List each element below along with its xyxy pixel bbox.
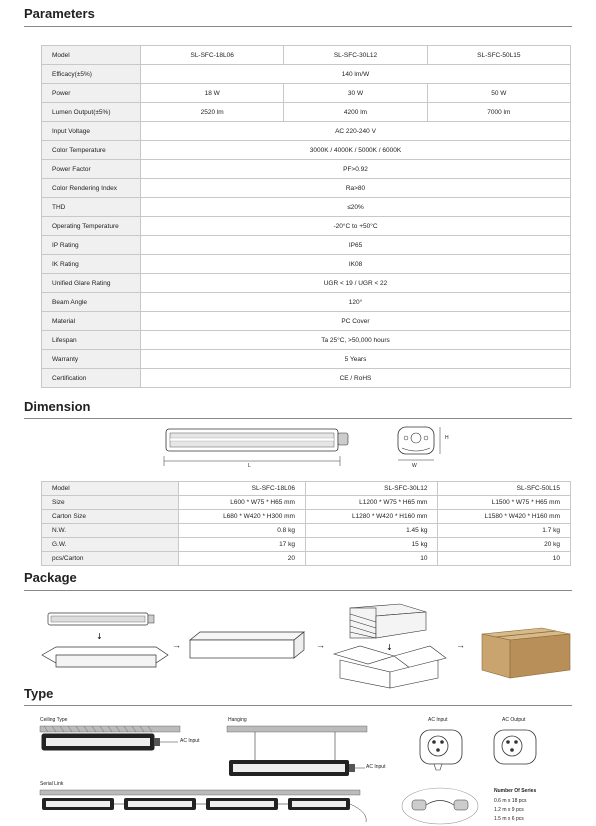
row-label: G.W. bbox=[42, 538, 179, 552]
row-label: Warranty bbox=[42, 350, 141, 369]
row-label: IP Rating bbox=[42, 236, 141, 255]
column-header: SL-SFC-50L15 bbox=[438, 482, 571, 496]
row-label: Lumen Output(±5%) bbox=[42, 103, 141, 122]
row-label: Model bbox=[42, 46, 141, 65]
table-cell: PF>0.92 bbox=[141, 160, 571, 179]
serial-connector-detail bbox=[400, 786, 480, 826]
table-cell: L1280 * W420 * H160 mm bbox=[305, 510, 438, 524]
row-label: Size bbox=[42, 496, 179, 510]
table-cell: 4200 lm bbox=[284, 103, 427, 122]
table-row bbox=[42, 217, 571, 236]
table-cell: 10 bbox=[438, 552, 571, 566]
row-label: Carton Size bbox=[42, 510, 179, 524]
table-cell: L1580 * W420 * H160 mm bbox=[438, 510, 571, 524]
row-label: Input Voltage bbox=[42, 122, 141, 141]
row-label: Certification bbox=[42, 369, 141, 388]
luminaire-end-drawing bbox=[392, 424, 452, 474]
row-label: Efficacy(±5%) bbox=[42, 65, 141, 84]
table-row bbox=[42, 350, 571, 369]
table-cell: IK08 bbox=[141, 255, 571, 274]
table-cell: -20°C to +50°C bbox=[141, 217, 571, 236]
table-cell: 3000K / 4000K / 5000K / 6000K bbox=[141, 141, 571, 160]
table-row bbox=[42, 198, 571, 217]
table-cell: AC 220-240 V bbox=[141, 122, 571, 141]
dimension-title: Dimension bbox=[24, 399, 91, 414]
table-cell: 140 lm/W bbox=[141, 65, 571, 84]
row-label: Unified Glare Rating bbox=[42, 274, 141, 293]
arrow-icon: → bbox=[316, 640, 325, 650]
row-label: Color Temperature bbox=[42, 141, 141, 160]
series-line: 0.6 m x 18 pcs bbox=[494, 798, 527, 804]
divider bbox=[24, 26, 572, 27]
table-row bbox=[42, 331, 571, 350]
parameters-title: Parameters bbox=[24, 6, 95, 21]
length-label: L bbox=[248, 463, 251, 469]
package-step-sealed-box bbox=[480, 620, 572, 680]
row-label: Power bbox=[42, 84, 141, 103]
hanging-mount-illustration bbox=[225, 724, 375, 784]
column-header: SL-SFC-30L12 bbox=[305, 482, 438, 496]
table-cell: L680 * W420 * H300 mm bbox=[179, 510, 306, 524]
table-row bbox=[42, 65, 571, 84]
luminaire-side-drawing bbox=[160, 424, 360, 474]
row-label: IK Rating bbox=[42, 255, 141, 274]
ac-input-connector-label: AC Input bbox=[428, 717, 448, 723]
table-cell: PC Cover bbox=[141, 312, 571, 331]
package-step-box bbox=[186, 628, 306, 668]
hanging-label: Hanging bbox=[228, 717, 247, 723]
table-cell: UGR < 19 / UGR < 22 bbox=[141, 274, 571, 293]
svg-text:↓: ↓ bbox=[386, 643, 393, 652]
row-label: Operating Temperature bbox=[42, 217, 141, 236]
column-header: SL-SFC-18L06 bbox=[141, 46, 284, 65]
series-line: 1.5 m x 6 pcs bbox=[494, 816, 524, 822]
serial-link-illustration bbox=[38, 788, 368, 824]
ac-input-connector-icon bbox=[418, 726, 464, 772]
series-title: Number Of Series bbox=[494, 788, 537, 794]
table-cell: 15 kg bbox=[305, 538, 438, 552]
column-header: SL-SFC-30L12 bbox=[284, 46, 427, 65]
table-cell: 50 W bbox=[427, 84, 570, 103]
row-label: Model bbox=[42, 482, 179, 496]
table-cell: 7000 lm bbox=[427, 103, 570, 122]
table-cell: 0.8 kg bbox=[179, 524, 306, 538]
series-line: 1.2 m x 9 pcs bbox=[494, 807, 524, 813]
table-cell: 30 W bbox=[284, 84, 427, 103]
table-cell: 1.45 kg bbox=[305, 524, 438, 538]
row-label: Beam Angle bbox=[42, 293, 141, 312]
table-row bbox=[42, 122, 571, 141]
table-cell: L1200 * W75 * H65 mm bbox=[305, 496, 438, 510]
table-row bbox=[42, 141, 571, 160]
column-header: SL-SFC-18L06 bbox=[179, 482, 306, 496]
row-label: pcs/Carton bbox=[42, 552, 179, 566]
column-header: SL-SFC-50L15 bbox=[427, 46, 570, 65]
table-row bbox=[42, 160, 571, 179]
row-label: Color Rendering Index bbox=[42, 179, 141, 198]
table-row bbox=[42, 552, 571, 566]
table-row bbox=[42, 524, 571, 538]
serial-link-label: Serial Link bbox=[40, 781, 64, 787]
table-row bbox=[42, 369, 571, 388]
svg-text:↓: ↓ bbox=[96, 632, 103, 641]
arrow-icon: → bbox=[456, 640, 465, 650]
arrow-icon: → bbox=[172, 640, 181, 650]
table-row bbox=[42, 510, 571, 524]
row-label: Power Factor bbox=[42, 160, 141, 179]
row-label: Material bbox=[42, 312, 141, 331]
table-row bbox=[42, 274, 571, 293]
table-row bbox=[42, 46, 571, 65]
package-step-carton bbox=[330, 600, 450, 690]
table-cell: 5 Years bbox=[141, 350, 571, 369]
table-cell: 20 kg bbox=[438, 538, 571, 552]
dimension-table bbox=[41, 481, 571, 566]
table-cell: L600 * W75 * H65 mm bbox=[179, 496, 306, 510]
ac-output-connector-label: AC Output bbox=[502, 717, 526, 723]
row-label: THD bbox=[42, 198, 141, 217]
table-row bbox=[42, 103, 571, 122]
row-label: N.W. bbox=[42, 524, 179, 538]
table-row bbox=[42, 84, 571, 103]
ac-input-label: AC Input bbox=[180, 738, 200, 744]
table-row bbox=[42, 255, 571, 274]
table-cell: 17 kg bbox=[179, 538, 306, 552]
table-row bbox=[42, 312, 571, 331]
package-step-luminaire bbox=[38, 605, 178, 685]
table-row bbox=[42, 496, 571, 510]
table-cell: 1.7 kg bbox=[438, 524, 571, 538]
divider bbox=[24, 418, 572, 419]
table-row bbox=[42, 236, 571, 255]
table-cell: 2520 lm bbox=[141, 103, 284, 122]
ceiling-mount-illustration bbox=[38, 724, 188, 760]
table-cell: 120° bbox=[141, 293, 571, 312]
divider bbox=[24, 590, 572, 591]
table-cell: L1500 * W75 * H65 mm bbox=[438, 496, 571, 510]
table-cell: IP65 bbox=[141, 236, 571, 255]
table-cell: ≤20% bbox=[141, 198, 571, 217]
width-label: W bbox=[412, 463, 417, 469]
ac-input-label: AC Input bbox=[366, 764, 386, 770]
row-label: Lifespan bbox=[42, 331, 141, 350]
parameters-table bbox=[41, 45, 571, 388]
table-cell: Ta 25°C, >50,000 hours bbox=[141, 331, 571, 350]
package-title: Package bbox=[24, 570, 77, 585]
table-cell: 10 bbox=[305, 552, 438, 566]
table-cell: 20 bbox=[179, 552, 306, 566]
ceiling-type-label: Ceiling Type bbox=[40, 717, 68, 723]
divider bbox=[24, 705, 572, 706]
table-cell: Ra>80 bbox=[141, 179, 571, 198]
table-row bbox=[42, 538, 571, 552]
type-title: Type bbox=[24, 686, 54, 701]
table-row bbox=[42, 179, 571, 198]
table-row bbox=[42, 482, 571, 496]
ac-output-connector-icon bbox=[492, 726, 538, 772]
height-label: H bbox=[445, 435, 449, 441]
table-cell: 18 W bbox=[141, 84, 284, 103]
table-row bbox=[42, 293, 571, 312]
table-cell: CE / RoHS bbox=[141, 369, 571, 388]
